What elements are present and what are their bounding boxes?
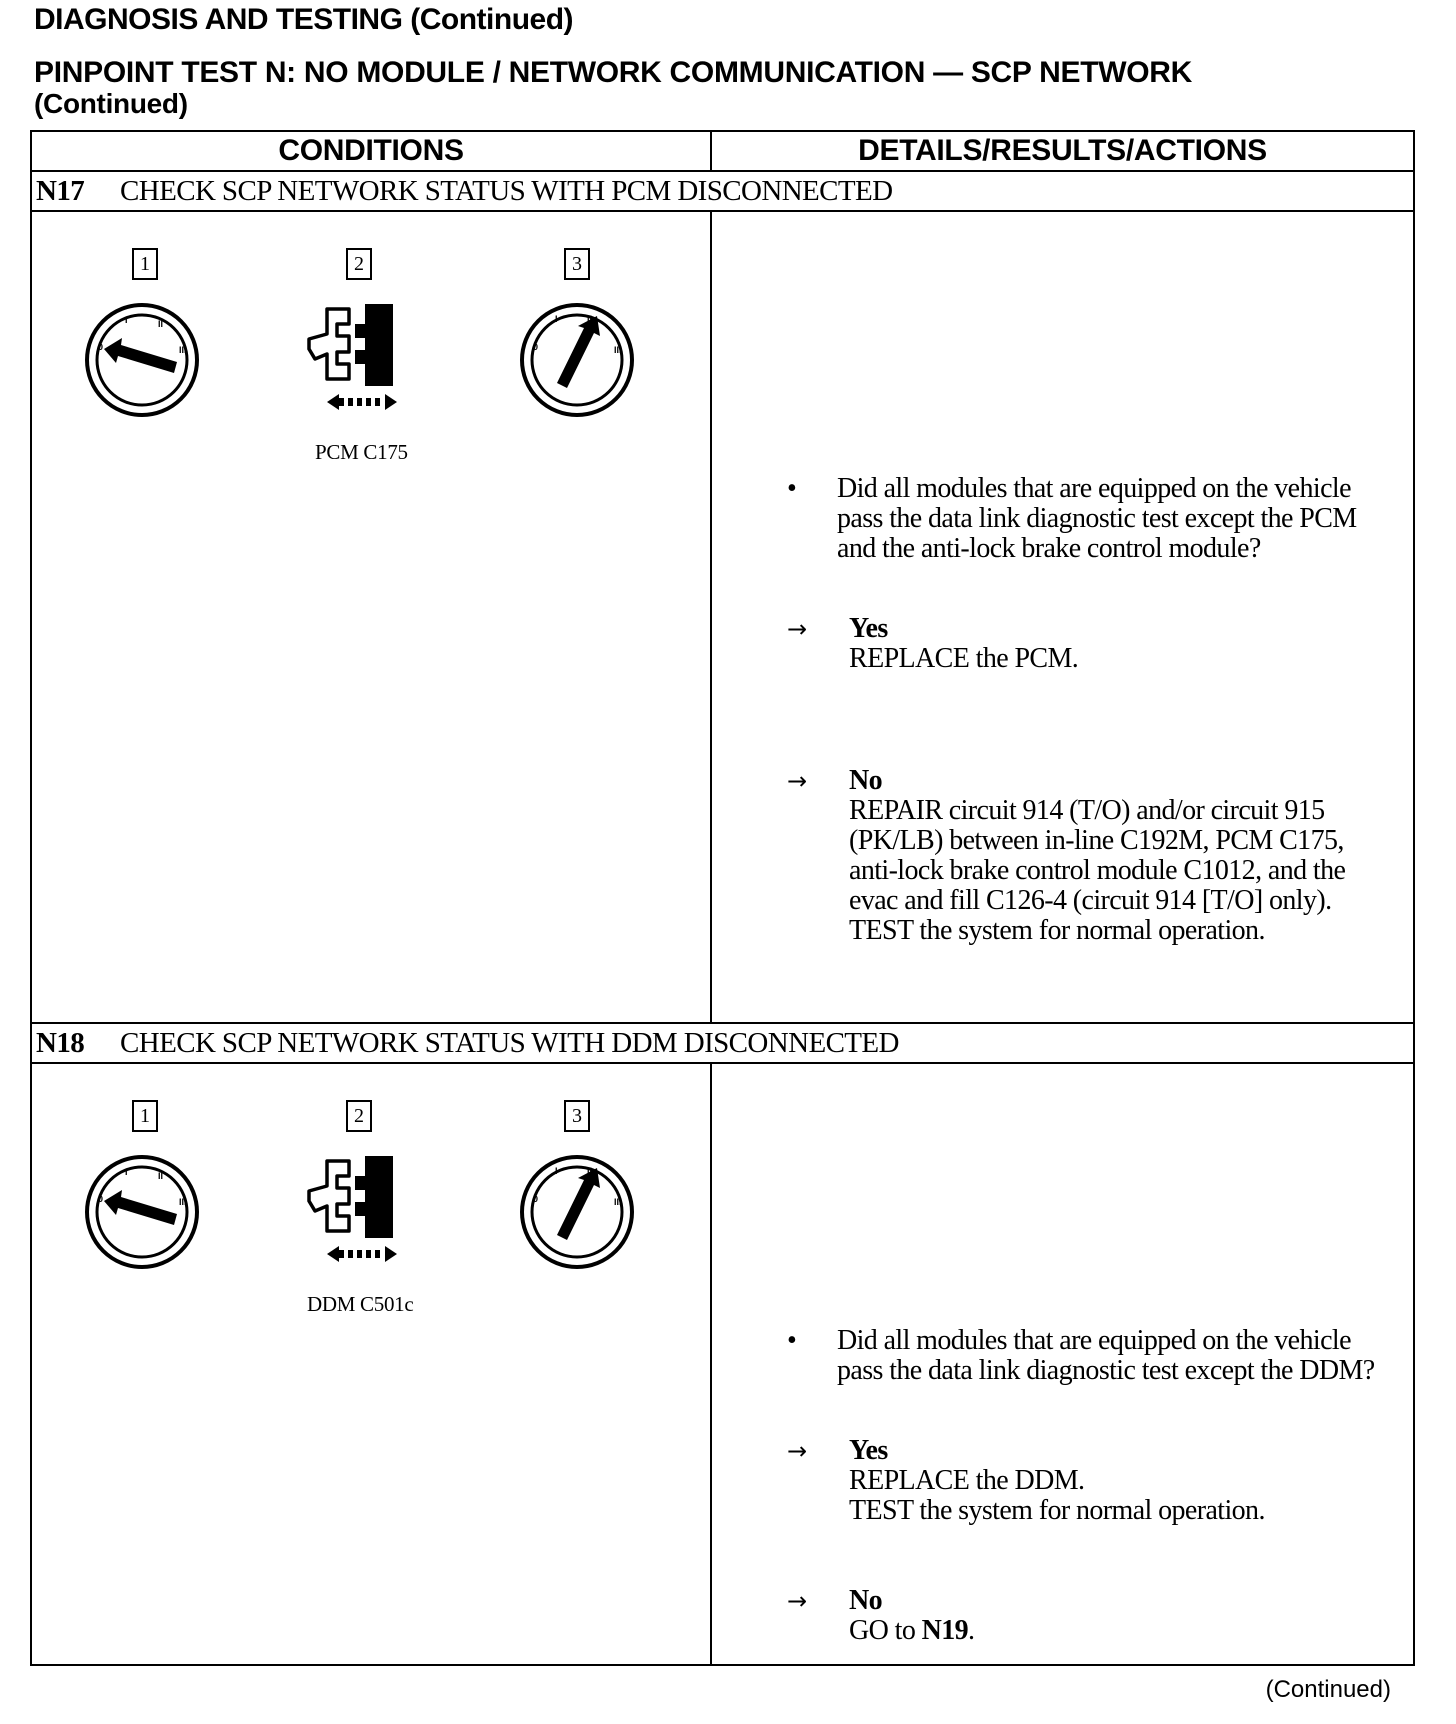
details-cell-n17 — [712, 212, 1413, 1022]
yes-action-test: TEST the system for normal operation. — [849, 1495, 1265, 1526]
step-title: CHECK SCP NETWORK STATUS WITH PCM DISCONNECTED — [120, 174, 893, 207]
result-no — [787, 1586, 1387, 1646]
no-action-target-step[interactable]: N19 — [921, 1615, 969, 1646]
right-arrow-icon: → — [787, 1587, 807, 1615]
page-title: DIAGNOSIS AND TESTING (Continued) — [34, 3, 574, 36]
right-arrow-icon: → — [787, 767, 807, 795]
result-yes — [787, 614, 1387, 674]
continued-footer: (Continued) — [1265, 1676, 1391, 1703]
step-body-n18 — [32, 1064, 1413, 1664]
no-action-prefix: GO to — [849, 1615, 922, 1646]
answer-no-label: No — [849, 1585, 883, 1616]
pinpoint-test-table — [30, 130, 1415, 1666]
right-arrow-icon: → — [787, 615, 807, 643]
bullet-icon: • — [787, 473, 797, 504]
question-item — [787, 474, 1387, 564]
ignition-key-off-icon — [82, 300, 202, 420]
step-body-n17 — [32, 212, 1413, 1024]
figure-step-box: 2 — [346, 1100, 372, 1132]
connector-label: DDM C501c — [307, 1292, 414, 1316]
column-header-conditions: CONDITIONS — [32, 132, 712, 170]
connector-disconnect-icon — [297, 294, 427, 414]
question-text: Did all modules that are equipped on the vehicle pass the data link diagnostic test except the PCM and the anti-lock brake control module? — [837, 473, 1357, 564]
result-no — [787, 766, 1387, 946]
ignition-key-run-icon — [517, 1152, 637, 1272]
no-action — [849, 1616, 1387, 1646]
figure-step-box: 2 — [346, 248, 372, 280]
conditions-cell-n17 — [32, 212, 712, 1022]
answer-no-label: No — [849, 765, 883, 796]
step-number: N18 — [36, 1026, 85, 1059]
bullet-icon: • — [787, 1325, 797, 1356]
ignition-key-run-icon — [517, 300, 637, 420]
right-arrow-icon: → — [787, 1437, 807, 1465]
no-action-suffix: . — [968, 1615, 975, 1646]
step-title: CHECK SCP NETWORK STATUS WITH DDM DISCONNECTED — [120, 1026, 899, 1059]
answer-yes-label: Yes — [849, 613, 888, 644]
connector-disconnect-icon — [297, 1146, 427, 1266]
yes-action: REPLACE the PCM. — [849, 643, 1079, 674]
ignition-key-off-icon — [82, 1152, 202, 1272]
no-action: REPAIR circuit 914 (T/O) and/or circuit 915 (PK/LB) between in-line C192M, PCM C175, anti-lock brake control module C1012, and the evac and fill C126-4 (circuit 914 [T/O] only). TEST the system for normal operation. — [849, 795, 1346, 946]
figure-step-box: 1 — [132, 248, 158, 280]
table-header-row — [32, 132, 1413, 172]
question-item — [787, 1326, 1387, 1386]
figure-step-box: 1 — [132, 1100, 158, 1132]
details-cell-n18 — [712, 1064, 1413, 1664]
conditions-cell-n18 — [32, 1064, 712, 1664]
connector-label: PCM C175 — [315, 440, 408, 464]
figure-step-box: 3 — [564, 1100, 590, 1132]
result-yes — [787, 1436, 1387, 1526]
figure-step-box: 3 — [564, 248, 590, 280]
column-header-details: DETAILS/RESULTS/ACTIONS — [858, 134, 1267, 167]
step-number: N17 — [36, 174, 85, 207]
yes-action: REPLACE the DDM. — [849, 1465, 1085, 1496]
answer-yes-label: Yes — [849, 1435, 888, 1466]
pinpoint-test-title-continued: (Continued) — [34, 88, 188, 119]
document-header — [34, 2, 1424, 119]
step-title-row-n18 — [32, 1024, 1413, 1064]
step-title-row-n17 — [32, 172, 1413, 212]
pinpoint-test-title: PINPOINT TEST N: NO MODULE / NETWORK COMMUNICATION — SCP NETWORK — [34, 56, 1192, 89]
question-text: Did all modules that are equipped on the vehicle pass the data link diagnostic test except the DDM? — [837, 1325, 1375, 1386]
